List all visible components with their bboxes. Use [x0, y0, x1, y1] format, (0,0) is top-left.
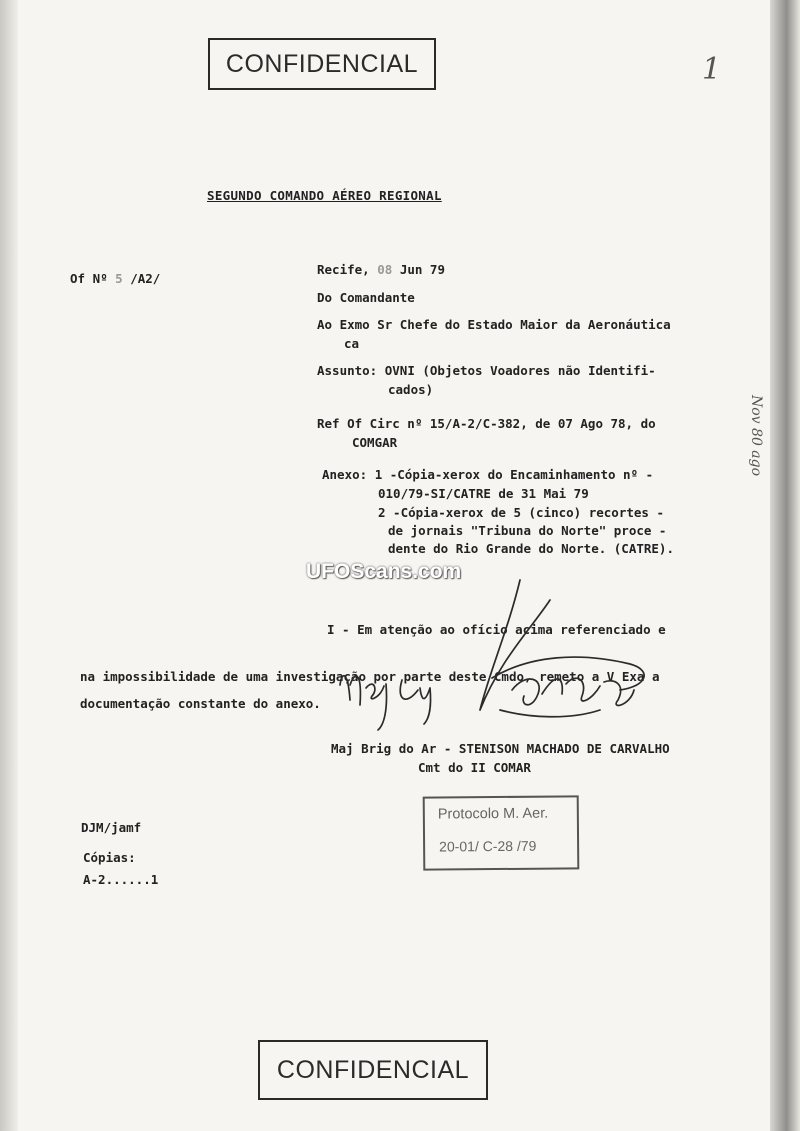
body-paragraph-line-1: I - Em atenção ao ofício acima referenciado e [327, 622, 666, 637]
annex-1-line-2: 010/79-SI/CATRE de 31 Mai 79 [378, 486, 589, 501]
reference-number: Of Nº 5 /A2/ [70, 271, 161, 286]
confidential-stamp-top: CONFIDENCIAL [208, 38, 436, 90]
margin-handwritten-note: Nov 80 ago [748, 395, 764, 477]
subject-line-2: cados) [388, 382, 434, 397]
protocol-stamp-number: 20-01/ C-28 /79 [439, 837, 537, 855]
protocol-stamp [423, 795, 580, 870]
body-paragraph-line-3: documentação constante do anexo. [80, 696, 321, 711]
annex-2-line-2: de jornais "Tribuna do Norte" proce - [388, 523, 667, 538]
annex-1-line-1: Anexo: 1 -Cópia-xerox do Encaminhamento nº - [322, 467, 654, 482]
signer-title: Cmt do II COMAR [418, 760, 531, 775]
body-paragraph-line-2: na impossibilidade de uma investigação por parte deste Cmdo, remeto a V Exa a [80, 669, 660, 684]
author-initials: DJM/jamf [81, 820, 142, 835]
copies-distribution: A-2......1 [83, 872, 159, 887]
signer-name: Maj Brig do Ar - STENISON MACHADO DE CARVALHO [331, 741, 670, 756]
handwritten-signature [330, 560, 670, 740]
annex-2-line-3: dente do Rio Grande do Norte. (CATRE). [388, 541, 674, 556]
place-date: Recife, 08 Jun 79 [317, 262, 445, 277]
reference-line-1: Ref Of Circ nº 15/A-2/C-382, de 07 Ago 78, do [317, 416, 656, 431]
from-line: Do Comandante [317, 290, 415, 305]
scan-right-edge [770, 0, 800, 1131]
confidential-stamp-bottom: CONFIDENCIAL [258, 1040, 488, 1100]
scan-left-edge [0, 0, 18, 1131]
protocol-stamp-title: Protocolo M. Aer. [437, 805, 549, 823]
annex-2-line-1: 2 -Cópia-xerox de 5 (cinco) recortes - [378, 505, 664, 520]
addressee-line-2: ca [344, 336, 360, 351]
copies-label: Cópias: [83, 850, 136, 865]
page-number: 1 [702, 52, 722, 87]
addressee-line-1: Ao Exmo Sr Chefe do Estado Maior da Aeronáutica [317, 317, 671, 332]
subject-line-1: Assunto: OVNI (Objetos Voadores não Identifi- [317, 363, 656, 378]
organization-heading: SEGUNDO COMANDO AÉREO REGIONAL [207, 188, 442, 203]
reference-line-2: COMGAR [352, 435, 398, 450]
watermark: UFOScans.com [306, 560, 462, 583]
